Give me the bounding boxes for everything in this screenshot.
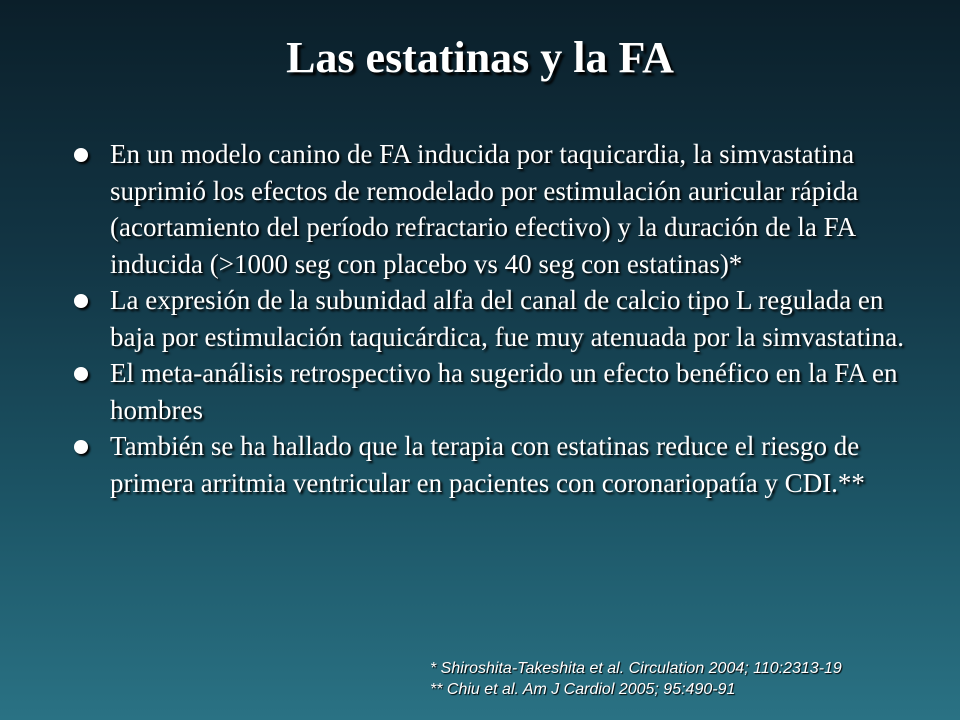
bullet-dot-icon (74, 294, 88, 308)
bullet-dot-icon (74, 148, 88, 162)
bullet-text: El meta-análisis retrospectivo ha sugerido un efecto benéfico en la FA en hombres (110, 358, 898, 425)
bullet-text: La expresión de la subunidad alfa del canal de calcio tipo L regulada en baja por estimulación taquicárdica, fue muy atenuada por la simvastatina. (110, 285, 904, 352)
references (430, 658, 950, 700)
bullet-item (68, 355, 908, 428)
bullet-dot-icon (74, 440, 88, 454)
bullet-text: En un modelo canino de FA inducida por taquicardia, la simvastatina suprimió los efectos de remodelado por estimulación auricular rápida (acortamiento del período refractario efectivo) y la duración de la FA inducida (>1000 seg con placebo vs 40 seg con estatinas)* (110, 139, 859, 279)
reference-2: ** Chiu et al. Am J Cardiol 2005; 95:490-91 (430, 681, 736, 698)
bullet-item (68, 428, 908, 501)
slide-title: Las estatinas y la FA (286, 33, 674, 82)
bullet-item (68, 282, 908, 355)
bullet-dot-icon (74, 367, 88, 381)
bullet-text: También se ha hallado que la terapia con estatinas reduce el riesgo de primera arritmia ventricular en pacientes con coronariopatía y CDI.** (110, 431, 865, 498)
bullet-list (68, 136, 908, 501)
reference-1: * Shiroshita-Takeshita et al. Circulation 2004; 110:2313-19 (430, 660, 842, 677)
bullet-item (68, 136, 908, 282)
